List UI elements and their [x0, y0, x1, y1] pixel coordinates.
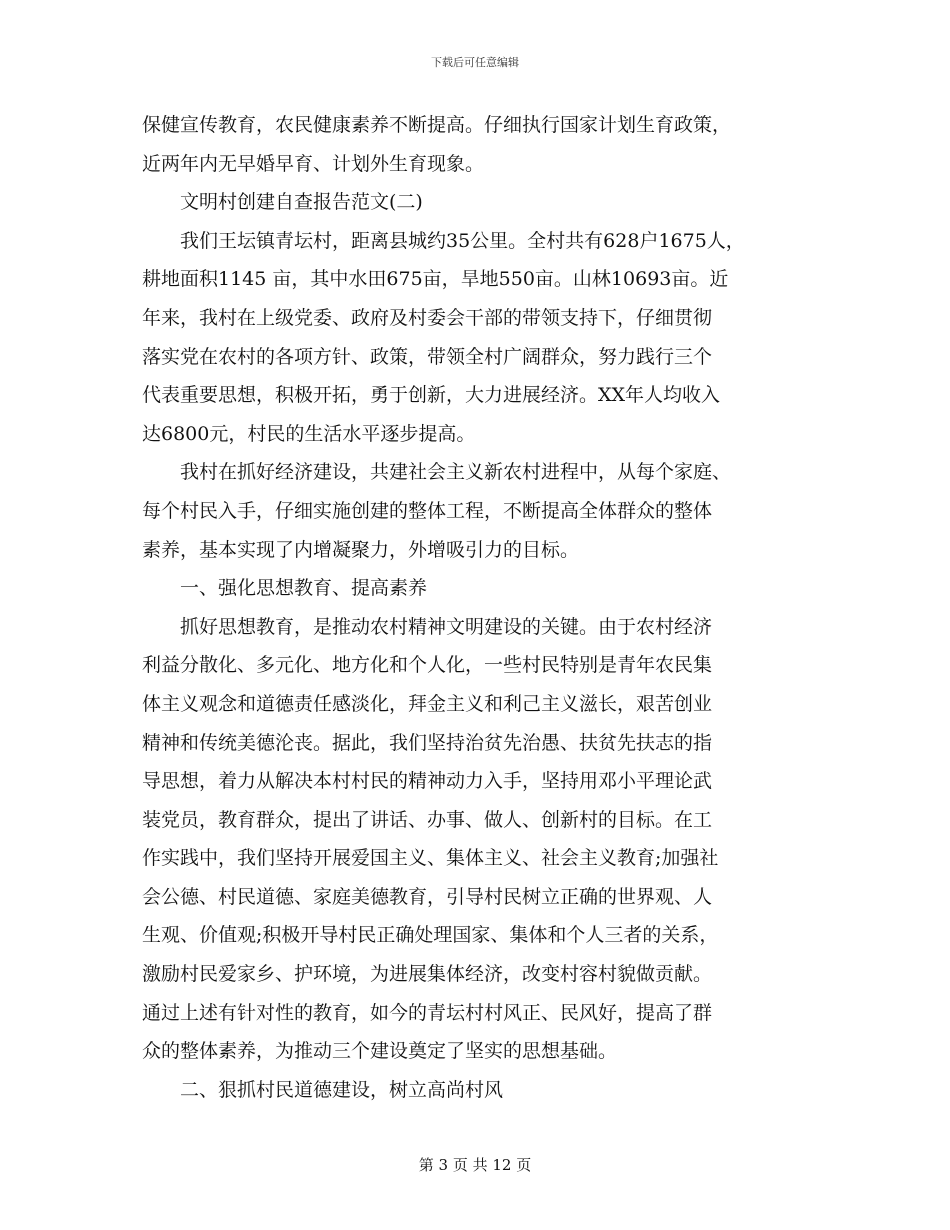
section-title: 文明村创建自查报告范文(二) [142, 191, 423, 214]
text-line: 耕地面积1145 亩，其中水田675亩，旱地550亩。山林10693亩。近 [142, 268, 729, 291]
document-body [142, 106, 832, 1109]
section-heading: 二、狠抓村民道德建设，树立高尚村风 [142, 1078, 504, 1101]
section-heading: 一、强化思想教育、提高素养 [142, 577, 428, 600]
text-line: 精神和传统美德沦丧。据此，我们坚持治贫先治愚、扶贫先扶志的指 [142, 731, 713, 754]
text-line: 保健宣传教育，农民健康素养不断提高。仔细执行国家计划生育政策， [142, 114, 732, 136]
text-line: 装党员，教育群众，提出了讲话、办事、做人、创新村的目标。在工 [142, 808, 713, 831]
text-line: 素养，基本实现了内增凝聚力，外增吸引力的目标。 [142, 538, 580, 561]
text-line: 达6800元，村民的生活水平逐步提高。 [142, 422, 476, 445]
text-line: 代表重要思想，积极开拓，勇于创新，大力进展经济。XX年人均收入 [142, 384, 721, 407]
text-line: 我们王坛镇青坛村，距离县城约35公里。全村共有628户1675人， [142, 229, 745, 252]
text-line: 通过上述有针对性的教育，如今的青坛村村风正、民风好，提高了群 [142, 1001, 713, 1024]
text-line: 激励村民爱家乡、护环境，为进展集体经济，改变村容村貌做贡献。 [142, 963, 713, 986]
page-header: 下载后可任意编辑 [431, 56, 519, 69]
text-line: 我村在抓好经济建设，共建社会主义新农村进程中，从每个家庭、 [142, 461, 732, 484]
text-line: 抓好思想教育，是推动农村精神文明建设的关键。由于农村经济 [142, 615, 713, 638]
text-line: 导思想，着力从解决本村村民的精神动力入手，坚持用邓小平理论武 [142, 770, 713, 793]
page-number-footer: 第 3 页 共 12 页 [418, 1156, 532, 1174]
text-line: 会公德、村民道德、家庭美德教育，引导村民树立正确的世界观、人 [142, 885, 713, 908]
text-line: 作实践中，我们坚持开展爱国主义、集体主义、社会主义教育;加强社 [142, 847, 719, 870]
text-line: 利益分散化、多元化、地方化和个人化，一些村民特别是青年农民集 [142, 654, 713, 677]
text-line: 体主义观念和道德责任感淡化，拜金主义和利己主义滋长，艰苦创业 [142, 692, 713, 715]
text-line: 年来，我村在上级党委、政府及村委会干部的带领支持下，仔细贯彻 [142, 306, 713, 329]
text-line: 近两年内无早婚早育、计划外生育现象。 [142, 152, 485, 175]
text-line: 每个村民入手，仔细实施创建的整体工程，不断提高全体群众的整体 [142, 499, 713, 522]
text-line: 众的整体素养，为推动三个建设奠定了坚实的思想基础。 [142, 1040, 618, 1063]
text-line: 落实党在农村的各项方针、政策，带领全村广阔群众，努力践行三个 [142, 345, 713, 368]
text-line: 生观、价值观;积极开导村民正确处理国家、集体和个人三者的关系， [142, 924, 719, 947]
